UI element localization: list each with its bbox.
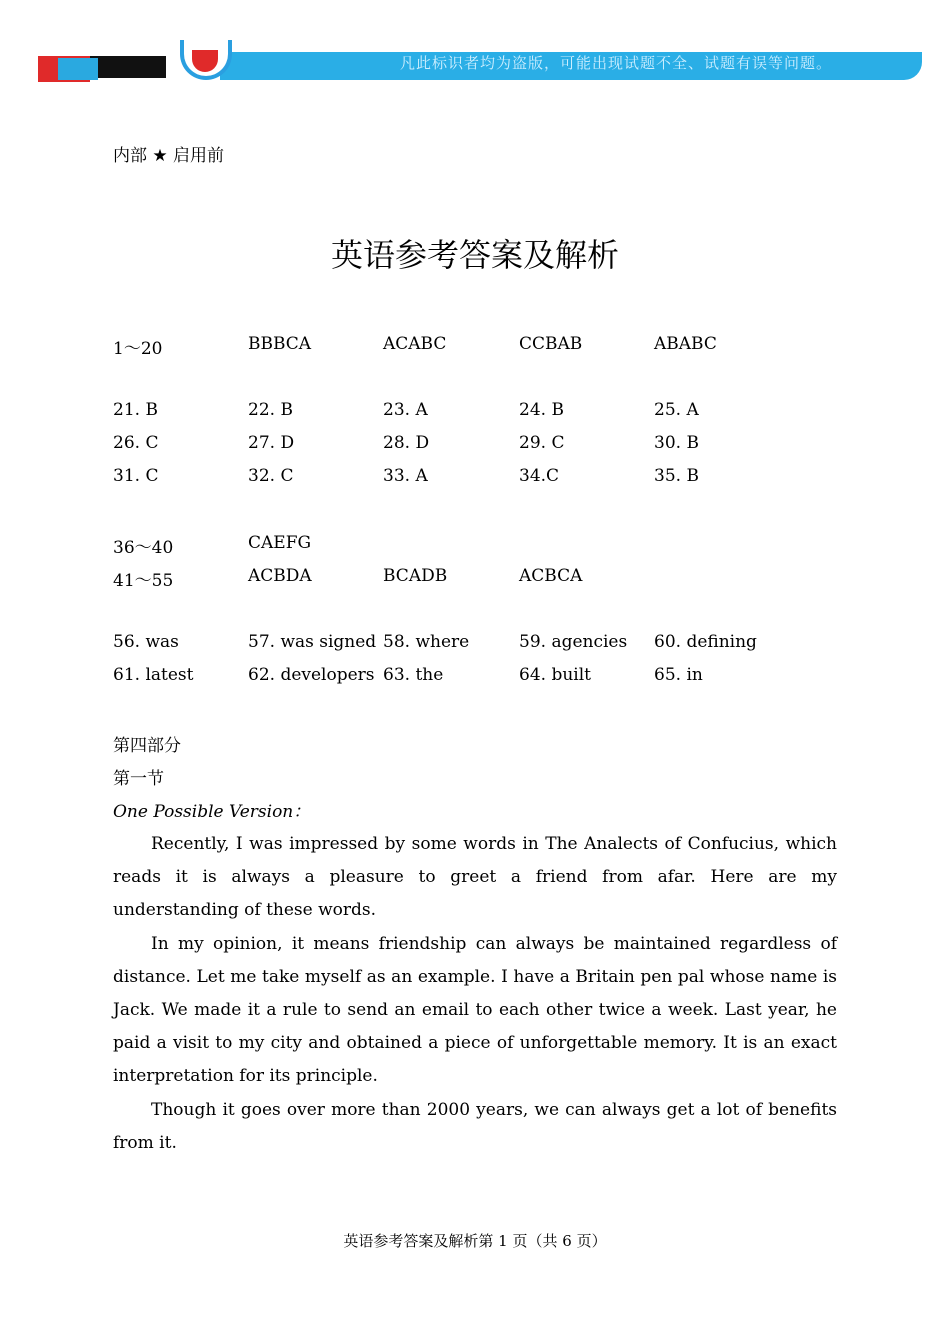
answer-cell: 35. B [654,466,699,486]
answer-cell: 26. C [113,433,159,453]
answer-cell: 57. was signed [248,632,377,652]
answer-cell: 31. C [113,466,159,486]
page-title: 英语参考答案及解析 [330,236,619,274]
essay-paragraph: In my opinion, it means friendship can always be maintained regardless of distance. Let me take myself as an example. I have a Britain pen pal whose name is Jack. We made it a rule to send an email to each other twice a week. Last year, he paid a visit to my city and obtained a piece of unforgettable memory. It is an exact interpretation for its principle. [113,933,837,1087]
answer-cell: 23. A [383,400,428,420]
banner-text: 凡此标识者均为盗版，可能出现试题不全、试题有误等问题。 [400,54,833,72]
answer-cell: ACBDA [248,566,312,586]
answer-cell: 58. where [383,632,470,652]
confidential-label: 内部 ★ 启用前 [113,146,225,166]
answer-cell: 63. the [383,665,444,685]
answer-cell: 22. B [248,400,293,420]
answer-cell: 36～40 [113,538,174,558]
answer-cell: 59. agencies [519,632,628,652]
answer-cell: 41～55 [113,571,174,591]
answer-cell: 33. A [383,466,428,486]
answer-cell: ACABC [383,334,447,354]
answer-cell: 1～20 [113,339,163,359]
answer-cell: 34.C [519,466,560,486]
essay-body [113,828,837,1160]
page-footer: 英语参考答案及解析第 1 页（共 6 页） [343,1232,607,1250]
logo-mark-blue [58,58,98,80]
answer-cell: ACBCA [519,566,583,586]
answer-cell: 64. built [519,665,591,685]
answer-cell: 60. defining [654,632,757,652]
answer-cell: BBBCA [248,334,312,354]
answer-cell: 21. B [113,400,158,420]
answer-cell: ABABC [654,334,717,354]
version-label: One Possible Version： [113,802,311,822]
answer-cell: 32. C [248,466,294,486]
answer-cell: 65. in [654,665,703,685]
answer-cell: CAEFG [248,533,312,553]
essay-paragraph: Though it goes over more than 2000 years, we can always get a lot of benefits from it. [113,1099,837,1153]
answer-cell: 28. D [383,433,430,453]
answer-cell: 25. A [654,400,699,420]
answer-cell: 30. B [654,433,699,453]
answer-cell: 27. D [248,433,295,453]
answer-cell: BCADB [383,566,448,586]
answer-cell: 61. latest [113,665,194,685]
header-banner [0,0,950,90]
part-four-heading: 第四部分 [113,736,181,756]
section-heading: 第一节 [113,769,164,789]
answer-cell: CCBAB [519,334,583,354]
answer-cell: 29. C [519,433,565,453]
answer-cell: 56. was [113,632,179,652]
essay-paragraph: Recently, I was impressed by some words in The Analects of Confucius, which reads it is always a pleasure to greet a friend from afar. Here are my understanding of these words. [113,834,837,921]
answer-cell: 24. B [519,400,564,420]
answer-cell: 62. developers [248,665,375,685]
